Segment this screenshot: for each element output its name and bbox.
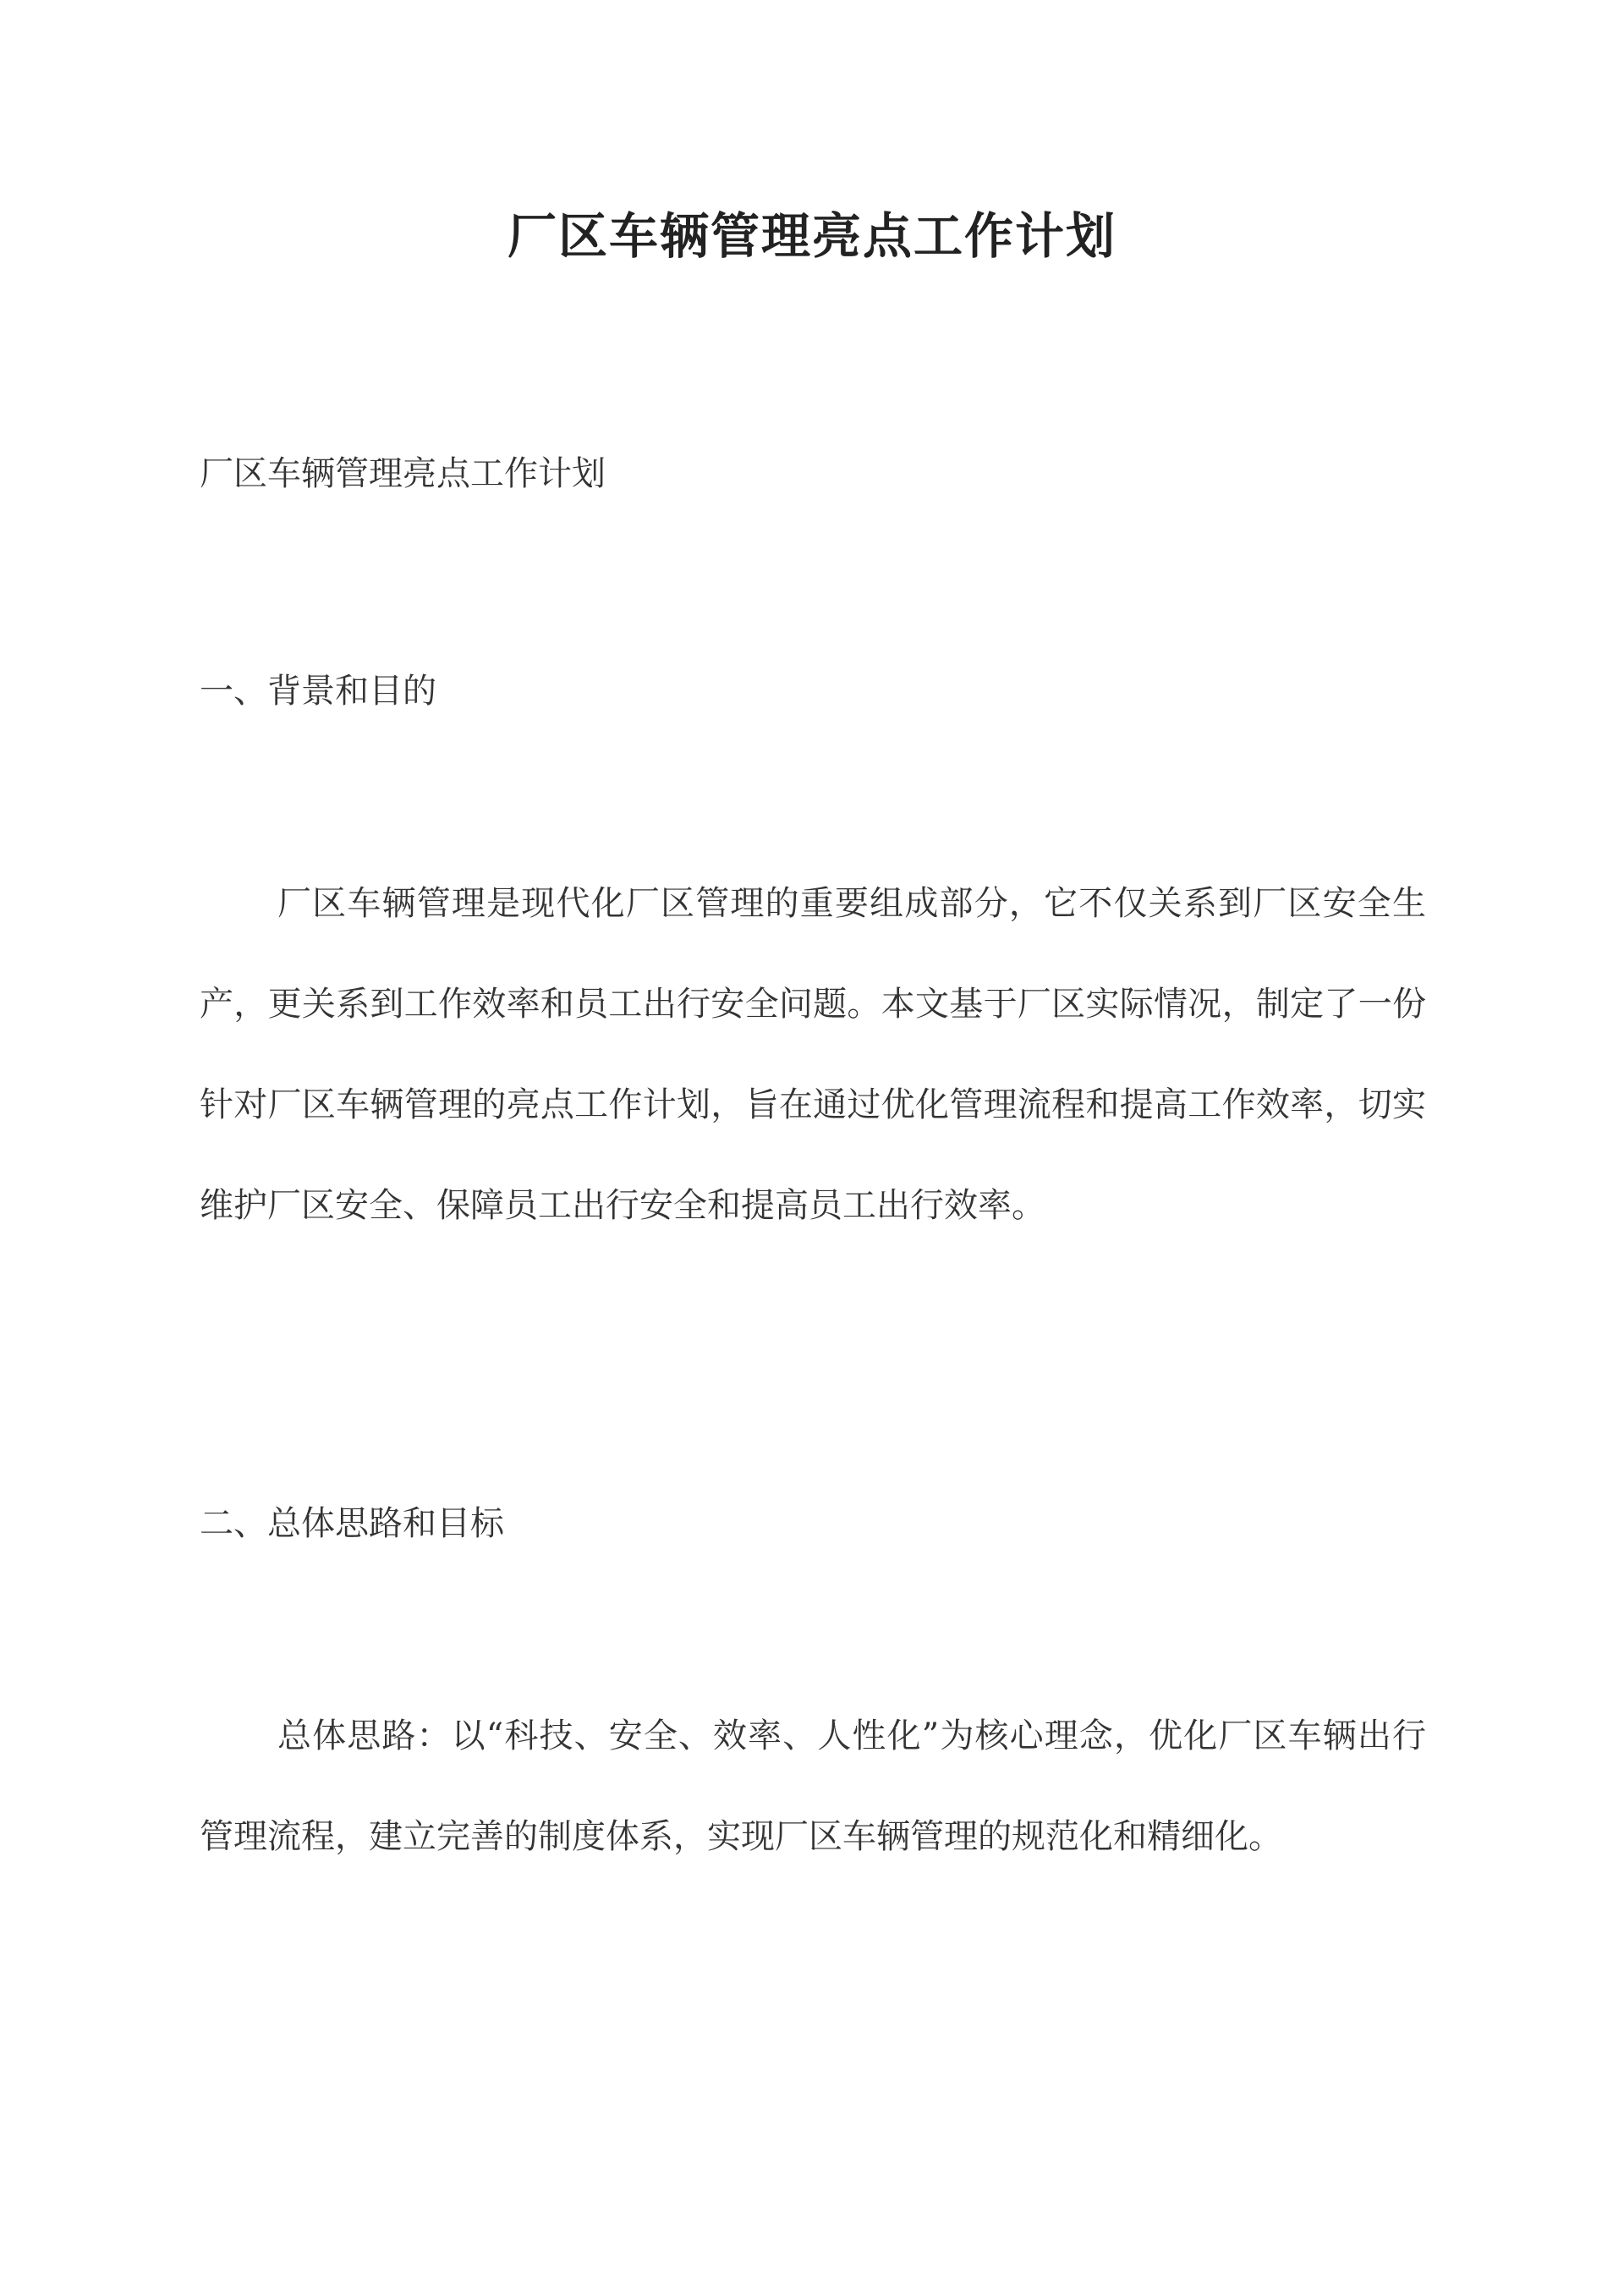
section-heading-background: 一、背景和目的 <box>200 672 436 711</box>
document-title: 厂区车辆管理亮点工作计划 <box>507 207 1116 265</box>
section-paragraph-background: 厂区车辆管理是现代化厂区管理的重要组成部分，它不仅关系到厂区安全生产，更关系到工作效率和员工出行安全问题。本文基于厂区实际情况，制定了一份针对厂区车辆管理的亮点工作计划，旨在通过优化管理流程和提高工作效率，切实维护厂区安全、保障员工出行安全和提高员工出行效率。 <box>200 884 1426 1225</box>
document-subtitle: 厂区车辆管理亮点工作计划 <box>200 454 606 493</box>
section-heading-approach: 二、总体思路和目标 <box>200 1504 504 1543</box>
section-paragraph-approach: 总体思路：以“科技、安全、效率、人性化”为核心理念，优化厂区车辆出行管理流程，建立完善的制度体系，实现厂区车辆管理的规范化和精细化。 <box>200 1717 1426 1856</box>
